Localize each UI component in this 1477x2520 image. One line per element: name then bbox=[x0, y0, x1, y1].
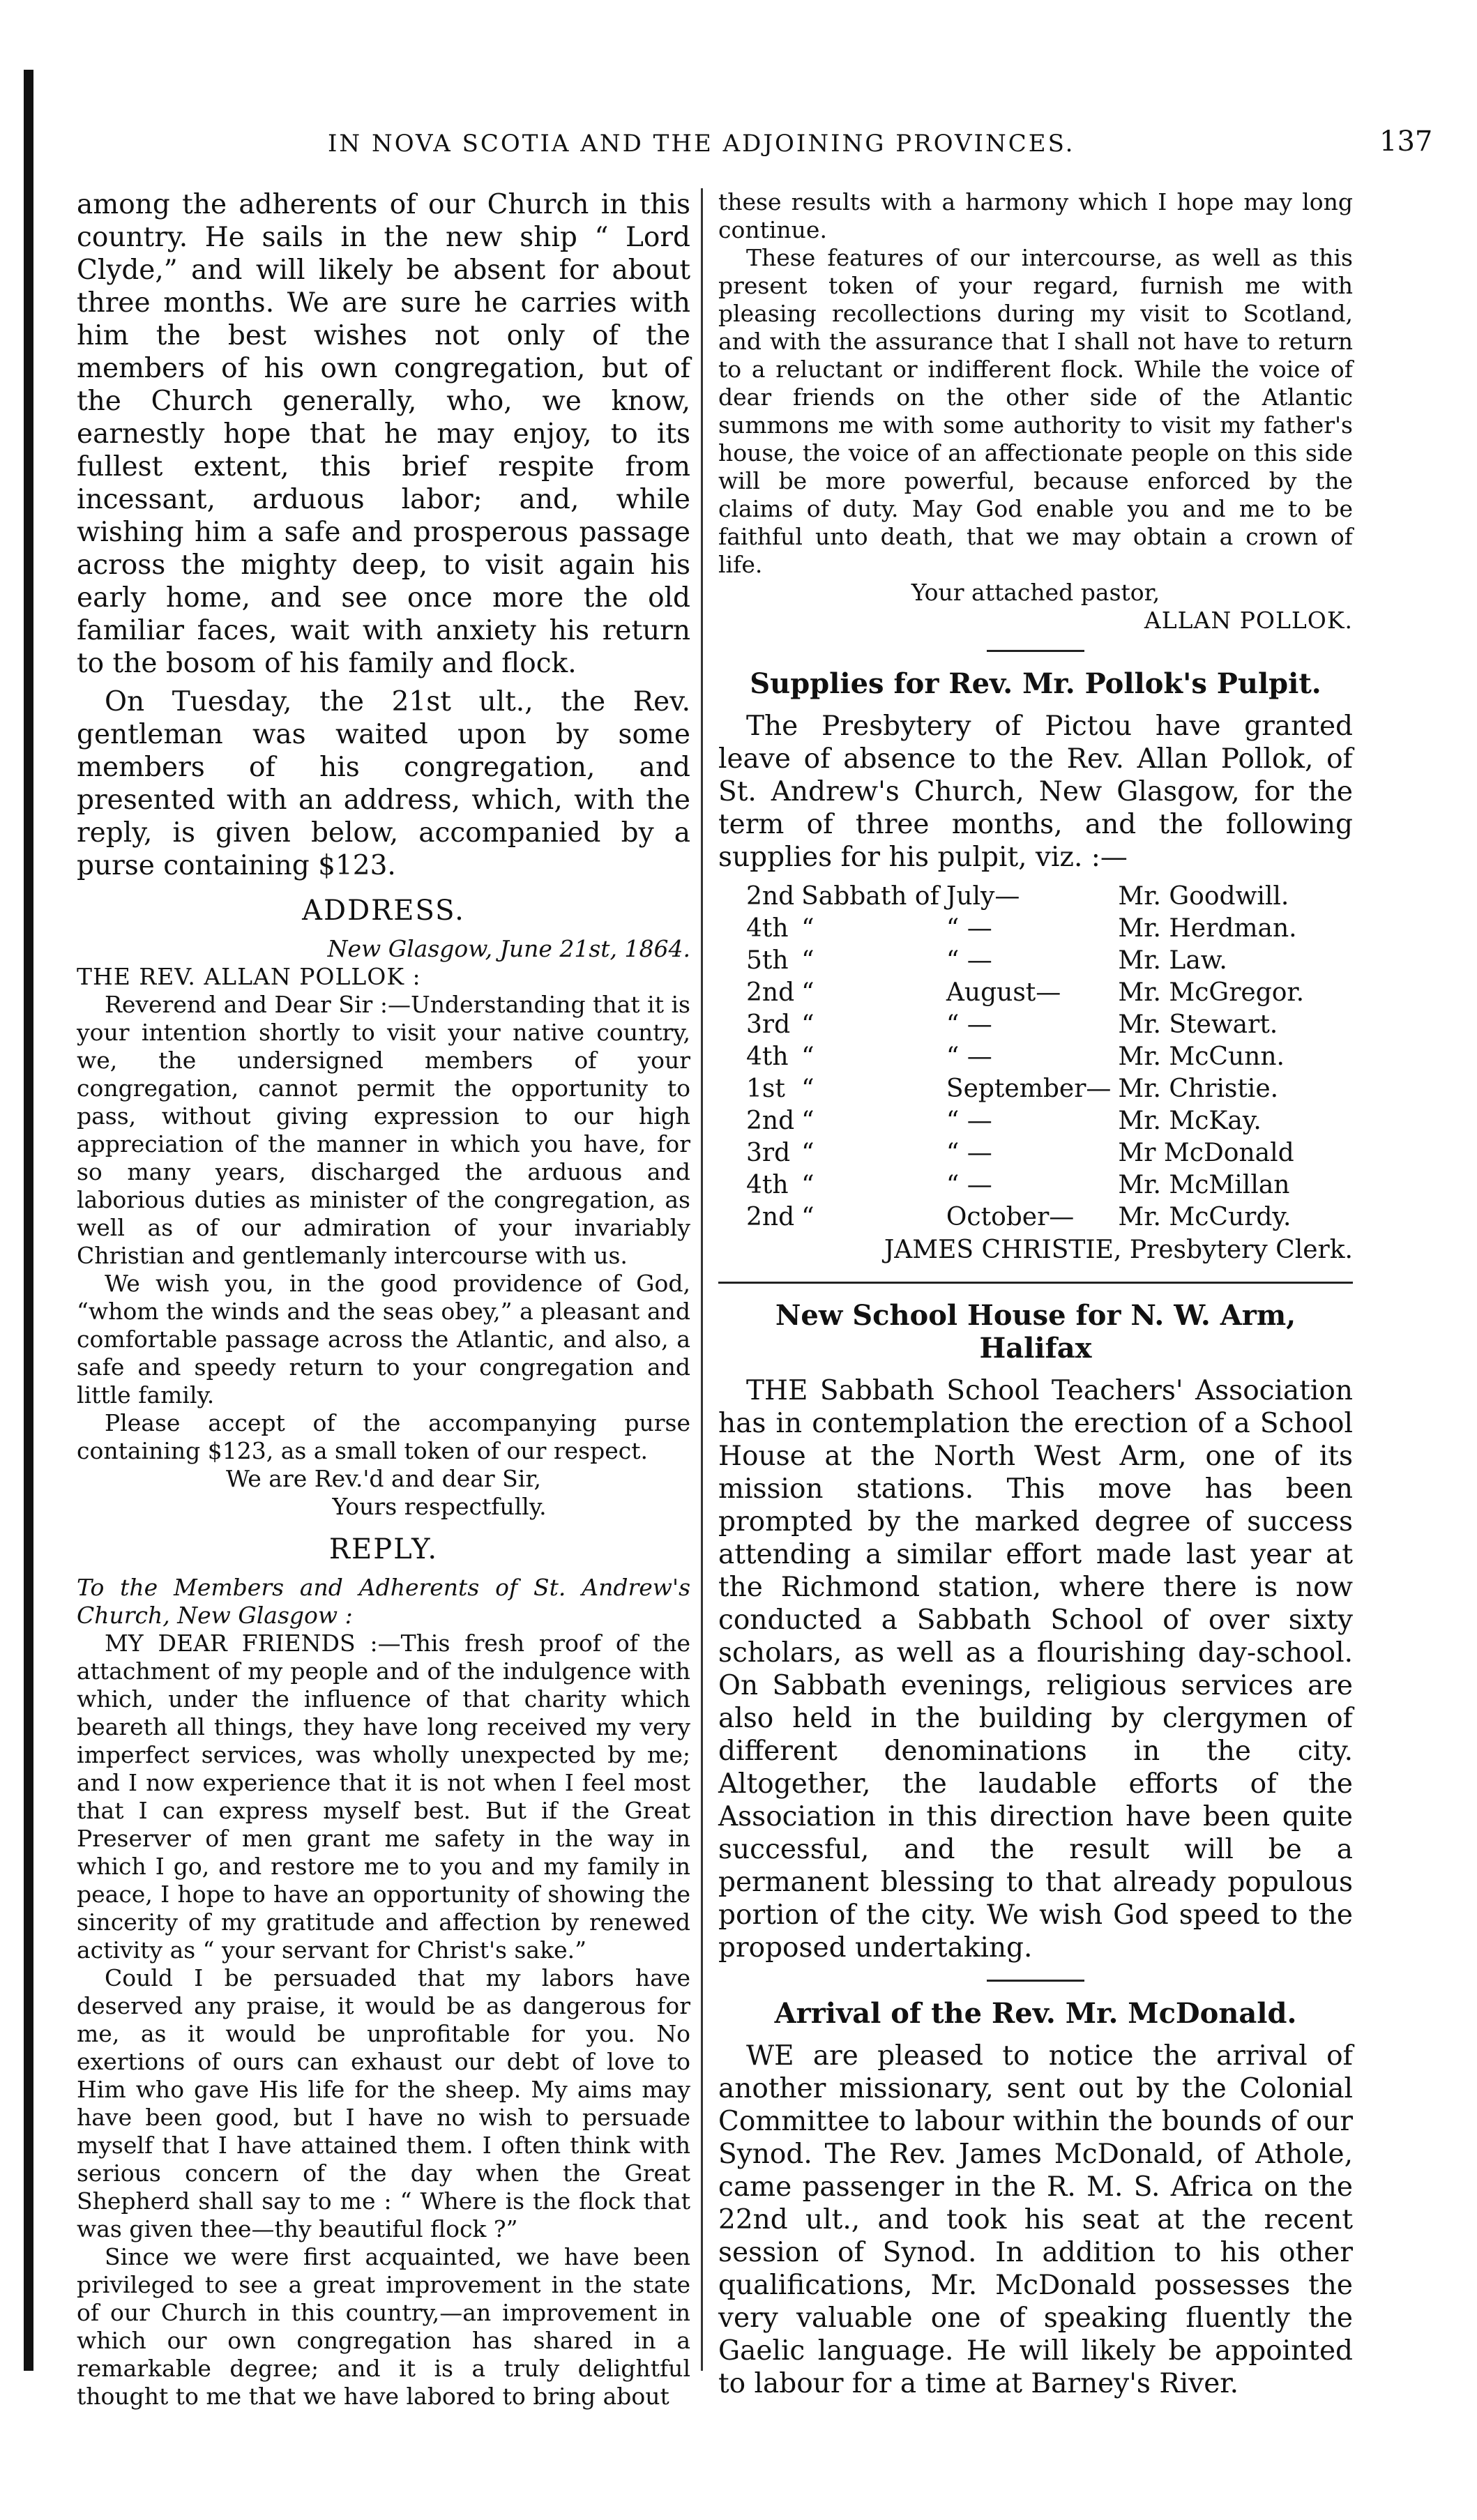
supplies-row bbox=[746, 913, 1311, 945]
supplies-num: 4th bbox=[746, 914, 789, 943]
supplies-row bbox=[746, 1169, 1311, 1201]
section-rule bbox=[987, 650, 1084, 652]
supplies-row bbox=[746, 1105, 1311, 1137]
supplies-num: 4th bbox=[746, 1042, 789, 1071]
column-divider bbox=[701, 188, 703, 2371]
section-rule bbox=[718, 1282, 1353, 1284]
supplies-paragraph: The Presbytery of Pictou have granted leave of absence to the Rev. Allan Pollok, of St. Andrew's Church, New Glasgow, for the term of three months, and the following supplies for his pulpit, viz. :— bbox=[718, 711, 1353, 873]
supplies-sabbath: “ bbox=[801, 978, 815, 1007]
supplies-sabbath: “ bbox=[801, 1107, 815, 1135]
school-heading: New School House for N. W. Arm, Halifax bbox=[775, 1299, 1296, 1365]
supplies-sabbath: “ bbox=[801, 914, 815, 943]
supplies-num: 2nd bbox=[746, 1107, 795, 1135]
supplies-num: 2nd bbox=[746, 1203, 795, 1231]
school-paragraph: THE Sabbath School Teachers' Association has in contemplation the erection of a School House at the North West Arm, one of its mission stations. This move has been prompted by the marked degree of success attending a similar effort made last year at the Richmond station, where there is now conducted a Sabbath School of over sixty scholars, as well as a flourishing day-school. On Sabbath evenings, religious services are also held in the building by clergymen of different denominations in the city. Altogether, the laudable efforts of the Association in this direction have been quite successful, and the result will be a permanent blessing to that already populous portion of the city. We wish God speed to the proposed undertaking. bbox=[718, 1375, 1353, 1964]
page-number: 137 bbox=[1379, 126, 1433, 158]
supplies-minister: Mr. Stewart. bbox=[1118, 1010, 1278, 1039]
supplies-sabbath: “ bbox=[801, 1042, 815, 1071]
address-dateline: New Glasgow, June 21st, 1864. bbox=[327, 935, 690, 962]
supplies-sabbath: “ bbox=[801, 1171, 815, 1199]
supplies-row bbox=[746, 1073, 1311, 1105]
supplies-month: August— bbox=[946, 978, 1061, 1007]
supplies-signature: JAMES CHRISTIE, Presbytery Clerk. bbox=[884, 1236, 1353, 1264]
supplies-num: 1st bbox=[746, 1075, 785, 1103]
supplies-num: 3rd bbox=[746, 1010, 791, 1039]
left-column bbox=[77, 188, 690, 2411]
supplies-sabbath: “ bbox=[801, 1010, 815, 1039]
supplies-minister: Mr. McCurdy. bbox=[1118, 1203, 1292, 1231]
supplies-row bbox=[746, 1137, 1311, 1169]
address-heading: ADDRESS. bbox=[302, 895, 465, 927]
supplies-table bbox=[746, 881, 1311, 1234]
supplies-num: 4th bbox=[746, 1171, 789, 1199]
supplies-minister: Mr. Christie. bbox=[1118, 1075, 1279, 1103]
supplies-minister: Mr. McCunn. bbox=[1118, 1042, 1285, 1071]
reply-paragraph-3: Since we were first acquainted, we have been privileged to see a great improvement in the state of our Church in this country,—an improvement in which our own congregation has shared in a remarkable degree; and it is a truly delightful thought to me that we have labored to bring about bbox=[77, 2243, 690, 2410]
supplies-num: 2nd bbox=[746, 978, 795, 1007]
reply-paragraph-2: Could I be persuaded that my labors have deserved any praise, it would be as dangerous for me, as it would be unprofitable for you. No exertions of ours can exhaust our debt of love to Him who gave His life for the sheep. My aims may have been good, but I have no wish to persuade myself that I have attained them. I often think with serious concern of the day when the Great Shepherd shall say to me : “ Where is the flock that was given thee—thy beautiful flock ?” bbox=[77, 1964, 690, 2242]
section-rule bbox=[987, 1980, 1084, 1982]
supplies-sabbath: “ bbox=[801, 1139, 815, 1167]
supplies-heading: Supplies for Rev. Mr. Pollok's Pulpit. bbox=[750, 667, 1321, 700]
tuesday-paragraph: On Tuesday, the 21st ult., the Rev. gentleman was waited upon by some members of his congregation, and presented with an address, which, with the reply, is given below, accompanied by a purse containing $123. bbox=[77, 686, 690, 881]
address-paragraph-3: Please accept of the accompanying purse containing $123, as a small token of our respect. bbox=[77, 1409, 690, 1464]
supplies-minister: Mr. McGregor. bbox=[1118, 978, 1305, 1007]
supplies-month: “ — bbox=[946, 1139, 992, 1167]
address-signoff: Yours respectfully. bbox=[332, 1493, 547, 1520]
reply-closing: Your attached pastor, bbox=[911, 579, 1160, 606]
supplies-month: “ — bbox=[946, 1171, 992, 1199]
supplies-month: October— bbox=[946, 1203, 1075, 1231]
arrival-paragraph: WE are pleased to notice the arrival of another missionary, sent out by the Colonial Committee to labour within the bounds of our Synod. The Rev. James McDonald, of Athole, came passenger in the R. M. S. Africa on the 22nd ult., and took his seat at the recent session of Synod. In addition to his other qualifications, Mr. McDonald possesses the very valuable one of speaking fluently the Gaelic language. He will likely be appointed to labour for a time at Barney's River. bbox=[718, 2040, 1353, 2399]
reply-heading: REPLY. bbox=[328, 1533, 439, 1565]
running-head: IN NOVA SCOTIA AND THE ADJOINING PROVINCES. bbox=[328, 130, 1075, 158]
reply-paragraph-1: MY DEAR FRIENDS :—This fresh proof of the attachment of my people and of the indulgence with which, under the influence of that charity which beareth all things, they have long received my very imperfect services, was wholly unexpected by me; and I now experience that it is not when I feel most that I can express myself best. But if the Great Preserver of men grant me safety in the way in which I go, and restore me to you and my family in peace, I hope to have an opportunity of showing the sincerity of my gratitude and affection by renewed activity as “ your servant for Christ's sake.” bbox=[77, 1630, 690, 1964]
supplies-minister: Mr McDonald bbox=[1118, 1139, 1294, 1167]
supplies-sabbath: “ bbox=[801, 1075, 815, 1103]
supplies-row bbox=[746, 1009, 1311, 1041]
supplies-minister: Mr. Herdman. bbox=[1118, 914, 1297, 943]
supplies-month: “ — bbox=[946, 946, 992, 975]
supplies-minister: Mr. Law. bbox=[1118, 946, 1227, 975]
reply-signature: ALLAN POLLOK. bbox=[1144, 607, 1353, 634]
supplies-num: 2nd bbox=[746, 882, 795, 911]
address-paragraph-2: We wish you, in the good providence of God, “whom the winds and the seas obey,” a pleasant and comfortable passage across the Atlantic, and also, a safe and speedy return to your congregation and little family. bbox=[77, 1270, 690, 1409]
supplies-sabbath: “ bbox=[801, 946, 815, 975]
supplies-minister: Mr. McKay. bbox=[1118, 1107, 1262, 1135]
supplies-row bbox=[746, 945, 1311, 977]
supplies-sabbath: Sabbath of bbox=[801, 882, 939, 911]
supplies-month: “ — bbox=[946, 914, 992, 943]
supplies-num: 5th bbox=[746, 946, 789, 975]
supplies-row bbox=[746, 1201, 1311, 1234]
arrival-heading: Arrival of the Rev. Mr. McDonald. bbox=[774, 1997, 1297, 2030]
reply-paragraph-3-continued: these results with a harmony which I hope may long continue. bbox=[718, 188, 1353, 243]
supplies-row bbox=[746, 1041, 1311, 1073]
supplies-row bbox=[746, 977, 1311, 1009]
supplies-num: 3rd bbox=[746, 1139, 791, 1167]
address-closing: We are Rev.'d and dear Sir, bbox=[226, 1465, 541, 1492]
supplies-sabbath: “ bbox=[801, 1203, 815, 1231]
intro-paragraph: among the adherents of our Church in this country. He sails in the new ship “ Lord Clyde,” and will likely be absent for about three months. We are sure he carries with him the best wishes not only of the members of his own congregation, but of the Church generally, who, we know, earnestly hope that he may enjoy, to its fullest extent, this brief respite from incessant, arduous labor; and, while wishing him a safe and prosperous passage across the mighty deep, to visit again his early home, and see once more the old familiar faces, wait with anxiety his return to the bosom of his family and flock. bbox=[77, 189, 690, 679]
reply-paragraph-4: These features of our intercourse, as well as this present token of your regard, furnish me with pleasing recollections during my visit to Scotland, and with the assurance that I shall not have to return to a reluctant or indifferent flock. While the voice of dear friends on the other side of the Atlantic summons me with some authority to visit my father's house, the voice of an affectionate people on this side will be more powerful, because enforced by the claims of duty. May God enable you and me to be faithful unto death, that we may obtain a crown of life. bbox=[718, 244, 1353, 578]
supplies-month: “ — bbox=[946, 1107, 992, 1135]
supplies-month: “ — bbox=[946, 1010, 992, 1039]
supplies-month: “ — bbox=[946, 1042, 992, 1071]
supplies-minister: Mr. McMillan bbox=[1118, 1171, 1290, 1199]
supplies-minister: Mr. Goodwill. bbox=[1118, 882, 1289, 911]
address-paragraph-1: Reverend and Dear Sir :—Understanding that it is your intention shortly to visit your native country, we, the undersigned members of your congregation, cannot permit the opportunity to pass, without giving expression to our high appreciation of the manner in which you have, for so many years, discharged the arduous and laborious duties as minister of the congregation, as well as of our admiration of your invariably Christian and gentlemanly intercourse with us. bbox=[77, 991, 690, 1269]
binding-edge bbox=[24, 70, 33, 2371]
supplies-row bbox=[746, 881, 1311, 913]
right-column bbox=[718, 188, 1353, 2400]
address-salutation: THE REV. ALLAN POLLOK : bbox=[77, 963, 421, 990]
supplies-month: July— bbox=[946, 882, 1020, 911]
reply-addressee: To the Members and Adherents of St. Andrew's Church, New Glasgow : bbox=[77, 1574, 690, 1629]
supplies-month: September— bbox=[946, 1075, 1112, 1103]
